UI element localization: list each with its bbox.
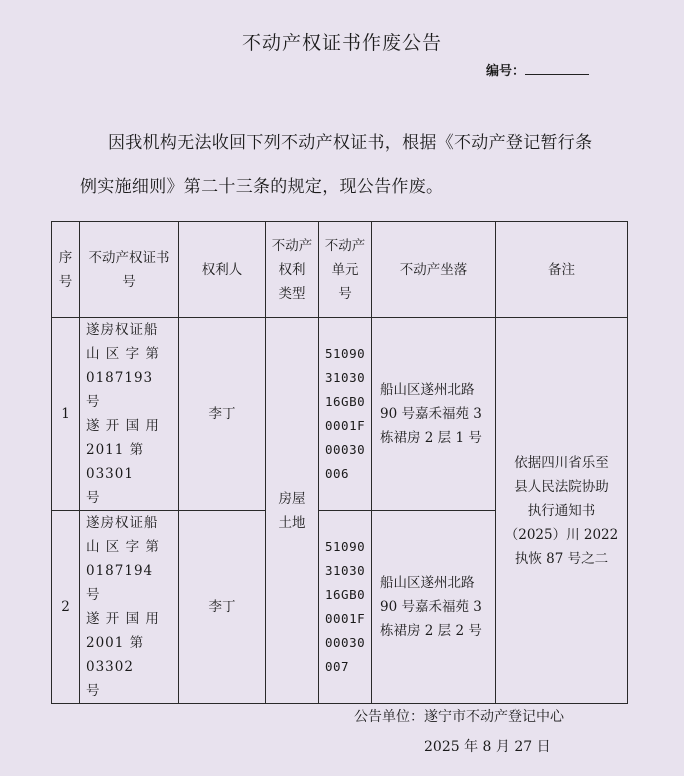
row1-seq: 1 xyxy=(52,318,80,511)
certificate-table xyxy=(51,221,628,704)
notice-paragraph-line-2: 例实施细则》第二十三条的规定，现公告作废。 xyxy=(80,177,444,197)
note-shared: 依据四川省乐至 县人民法院协助 执行通知书 （2025）川 2022 执恢 87 号之二 xyxy=(496,318,628,704)
header-right-type: 不动产 权利 类型 xyxy=(266,222,319,318)
notice-paragraph-line-1: 因我机构无法收回下列不动产权证书，根据《不动产登记暂行条 xyxy=(108,133,593,153)
header-unit-no: 不动产 单元 号 xyxy=(319,222,372,318)
row1-cert-no: 遂房权证船 山 区 字 第 0187193 号 遂 开 国 用 2011 第 03301 号 xyxy=(80,318,179,511)
row1-location: 船山区遂州北路 90 号嘉禾福苑 3 栋裙房 2 层 1 号 xyxy=(372,318,496,511)
row2-unit-no: 51090 31030 16GB0 0001F 00030 007 xyxy=(319,511,372,704)
header-cert-no: 不动产权证书 号 xyxy=(80,222,179,318)
right-type-shared: 房屋 土地 xyxy=(266,318,319,704)
row2-location: 船山区遂州北路 90 号嘉禾福苑 3 栋裙房 2 层 2 号 xyxy=(372,511,496,704)
table-row xyxy=(52,318,628,511)
issue-date: 2025 年 8 月 27 日 xyxy=(424,739,551,755)
row2-owner: 李丁 xyxy=(179,511,266,704)
serial-number-blank xyxy=(525,74,589,75)
table-header-row xyxy=(52,222,628,318)
page-title: 不动产权证书作废公告 xyxy=(241,32,442,54)
header-location: 不动产坐落 xyxy=(372,222,496,318)
row2-seq: 2 xyxy=(52,511,80,704)
row1-owner: 李丁 xyxy=(179,318,266,511)
serial-number-label: 编号： xyxy=(486,64,526,79)
header-owner: 权利人 xyxy=(179,222,266,318)
row2-cert-no: 遂房权证船 山 区 字 第 0187194 号 遂 开 国 用 2001 第 03302 号 xyxy=(80,511,179,704)
header-note: 备注 xyxy=(496,222,628,318)
header-seq: 序 号 xyxy=(52,222,80,318)
issuing-organization: 公告单位：遂宁市不动产登记中心 xyxy=(354,709,564,725)
row1-unit-no: 51090 31030 16GB0 0001F 00030 006 xyxy=(319,318,372,511)
